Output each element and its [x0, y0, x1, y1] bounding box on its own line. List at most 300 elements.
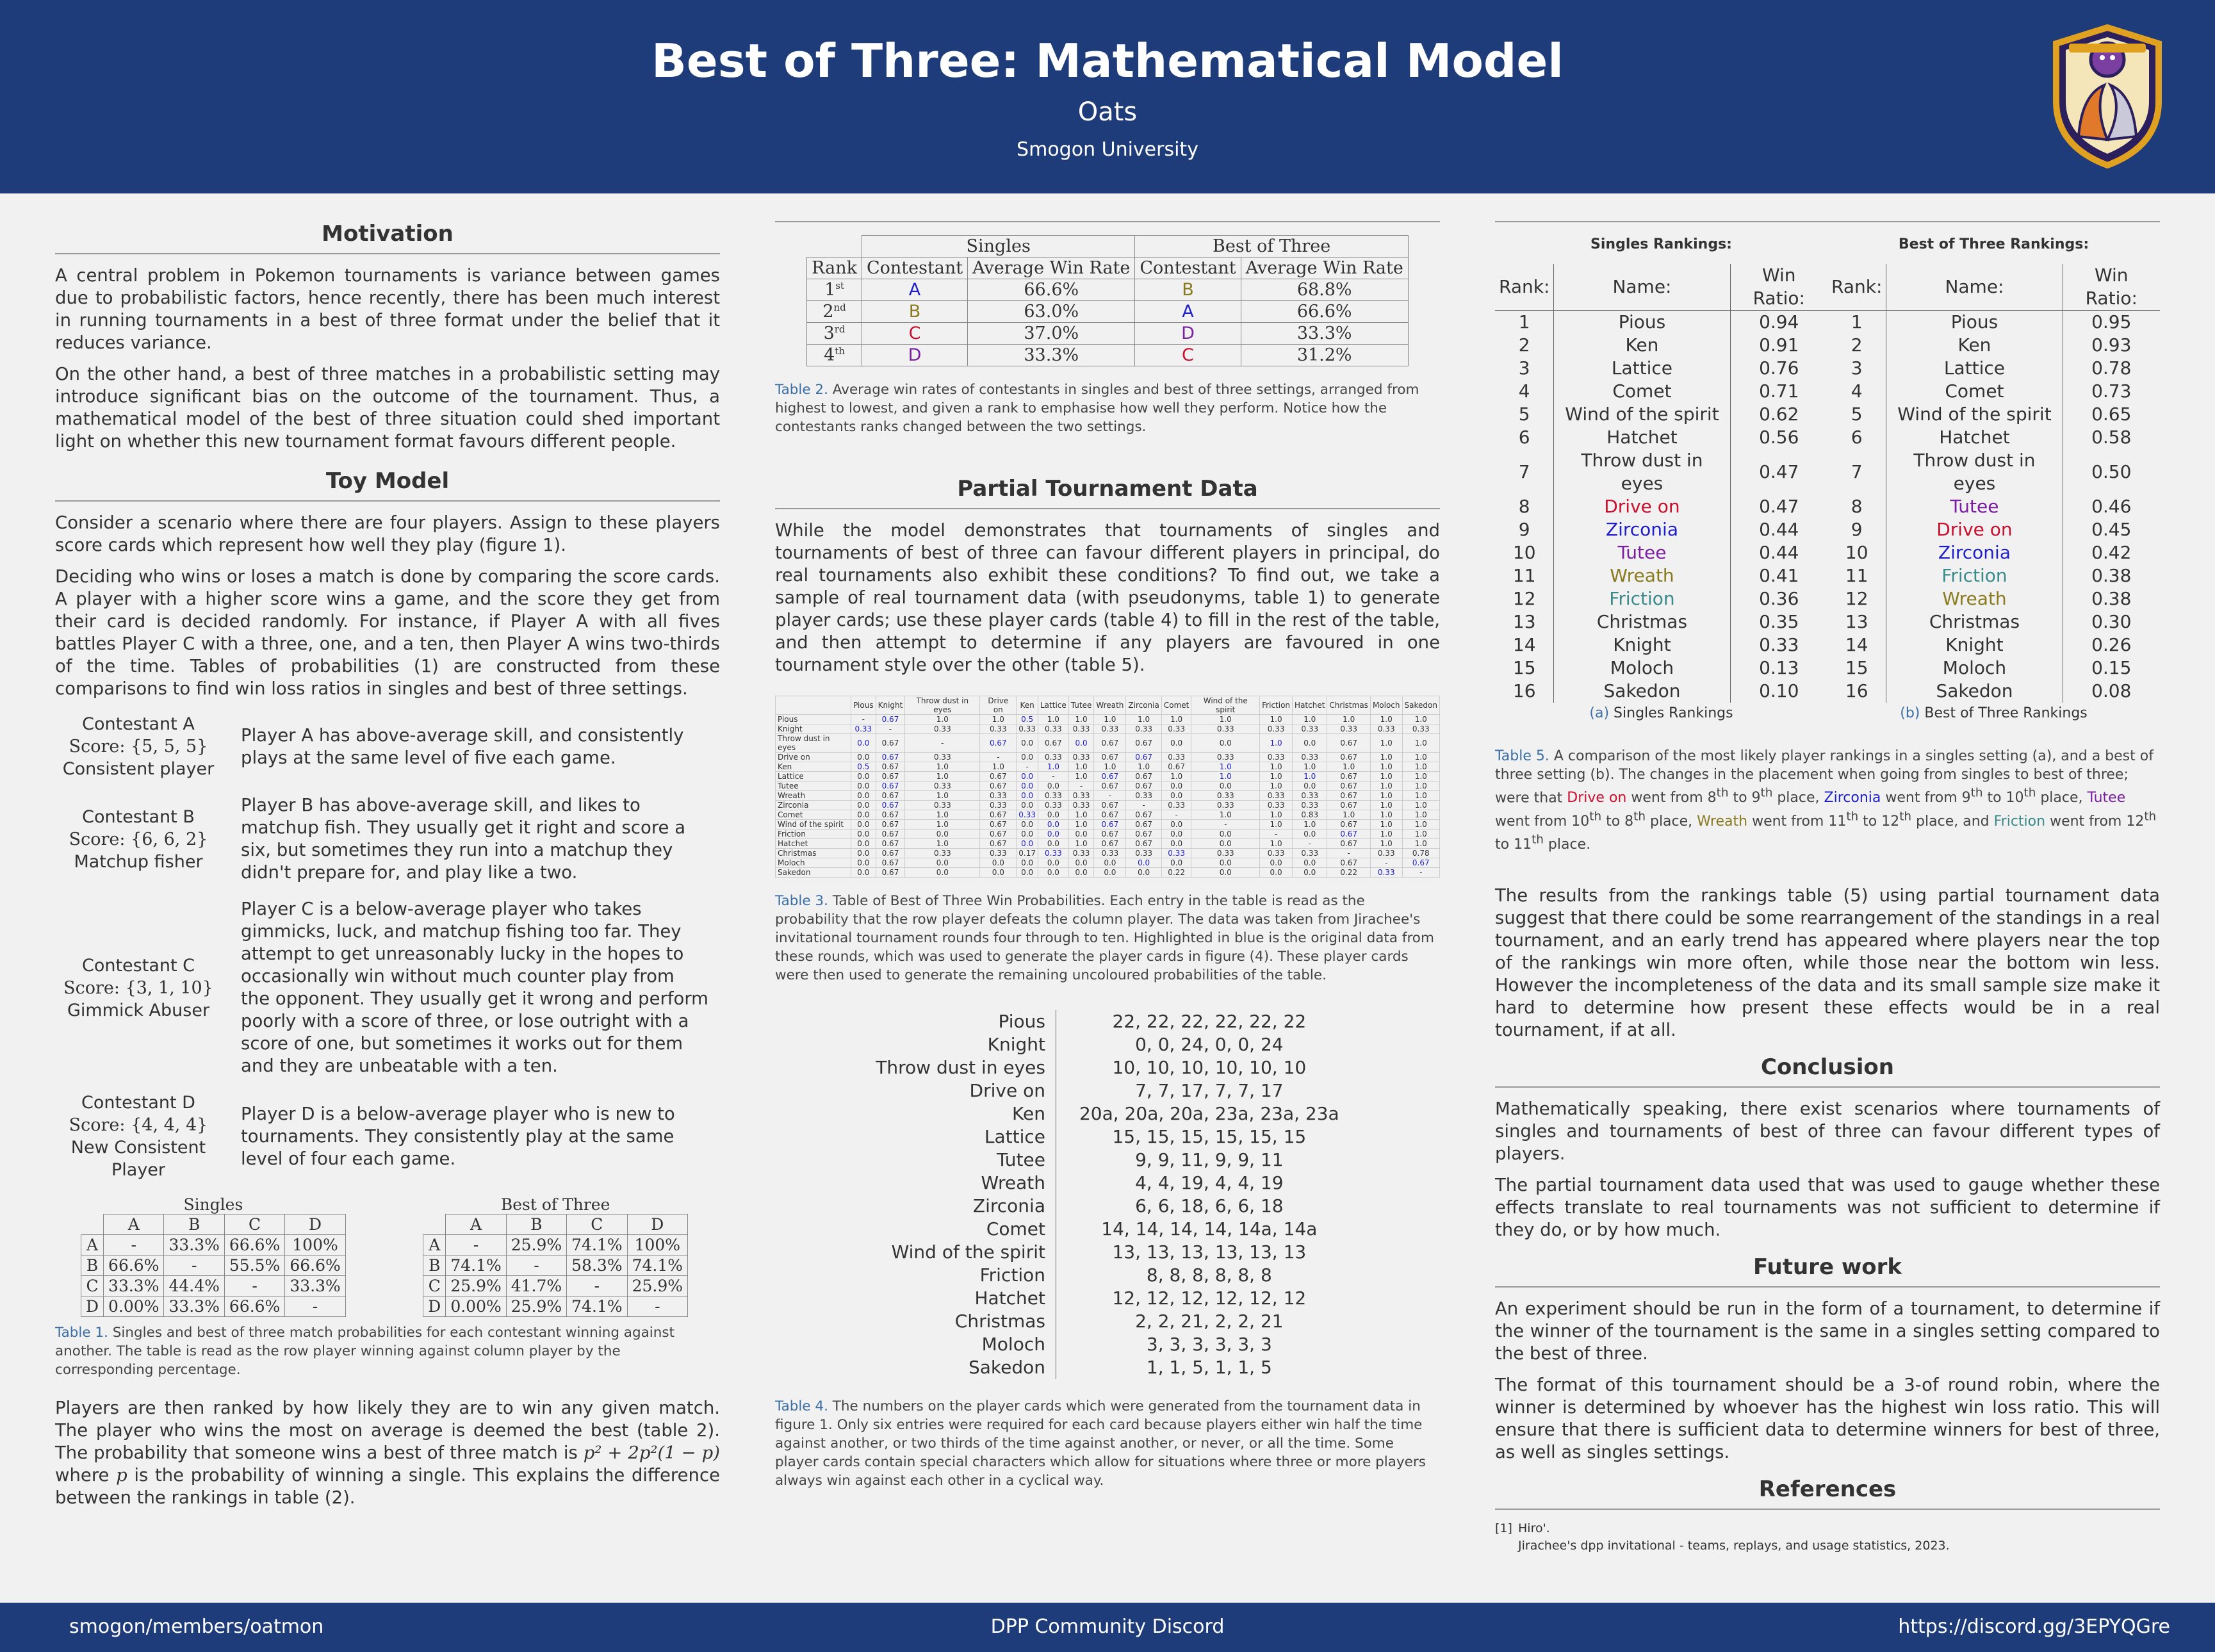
probability-cell: 0.0	[1017, 734, 1038, 753]
player-card-row	[869, 1079, 1345, 1102]
probability-cell: 0.67	[980, 781, 1017, 791]
probability-cell: 0.33	[980, 801, 1017, 810]
caption-place-suffix: th	[2144, 810, 2157, 824]
rank-cell: 15	[1495, 657, 1554, 680]
caption-place-suffix: th	[1716, 787, 1729, 800]
contestant-score: Score: {4, 4, 4}	[69, 1115, 208, 1135]
probability-cell: -	[1191, 820, 1260, 830]
probability-cell: 1.0	[1370, 734, 1402, 753]
ranking-row	[1827, 610, 2160, 634]
ranking-row	[1495, 680, 1827, 703]
player-name: Drive on	[1604, 496, 1680, 517]
ranking-row	[1495, 334, 1827, 357]
probability-cell: 0.0	[1038, 839, 1069, 849]
column-header: Contestant	[862, 258, 967, 279]
win-ratio-cell: 0.71	[1730, 380, 1827, 403]
rank-cell: 5	[1495, 403, 1554, 426]
player-card-values: 4, 4, 19, 4, 4, 19	[1135, 1172, 1284, 1193]
probability-cell: 1.0	[1402, 772, 1439, 781]
probability-cell: 0.0	[1161, 858, 1191, 868]
probability-cell: 0.0	[851, 849, 876, 858]
table-row	[776, 734, 1440, 753]
probability-cell: 0.0	[1293, 734, 1327, 753]
column-header: Comet	[1161, 696, 1191, 715]
caption-place: 11	[1828, 813, 1847, 830]
ranking-row	[1827, 449, 2160, 495]
table-5-caption: Table 5. A comparison of the most likely player rankings in a singles setting (a), and a best of three setting (b). The changes in the placement when going from singles to best of three; were that Drive on went from 8th to 9th place, Zirconia went from 9th to 10th place, Tutee went from 10th to 8th place, Wreath went from 11th to 12th place, and Friction went from 12th to 11th place.	[1495, 748, 2157, 853]
player-name: Lattice	[1943, 357, 2006, 379]
ranking-row	[1827, 403, 2160, 426]
contestant-cell: D	[1135, 323, 1241, 345]
footer-discord-link[interactable]: https://discord.gg/3EPYQGre	[1898, 1615, 2170, 1638]
player-name: Moloch	[1610, 657, 1674, 678]
rank-cell: 3	[1827, 357, 1886, 380]
player-card-values: 14, 14, 14, 14, 14a, 14a	[1101, 1218, 1318, 1239]
probability-cell: 0.33	[1370, 849, 1402, 858]
probability-cell: 0.0	[1260, 858, 1293, 868]
column-header: Name:	[1554, 264, 1730, 311]
win-rate-cell: 66.6%	[1241, 301, 1408, 323]
probability-cell: -	[1038, 772, 1069, 781]
probability-cell: 0.67	[876, 820, 905, 830]
player-card-values: 20a, 20a, 20a, 23a, 23a, 23a	[1079, 1103, 1339, 1124]
probability-cell: 0.33	[1017, 810, 1038, 820]
table-row	[776, 858, 1440, 868]
rank-cell	[807, 279, 862, 301]
player-card-values: 15, 15, 15, 15, 15, 15	[1112, 1126, 1307, 1147]
player-name: Lattice	[869, 1125, 1056, 1149]
probability-cell: 0.33	[1038, 753, 1069, 762]
probability-cell: 58.3%	[567, 1255, 627, 1276]
probability-cell: 0.0	[1161, 791, 1191, 801]
probability-cell: 0.0	[1293, 781, 1327, 791]
column-header: Name:	[1886, 264, 2063, 311]
probability-cell: 1.0	[1402, 830, 1439, 839]
probability-cell: 100%	[627, 1235, 687, 1255]
probability-cell: 1.0	[1370, 810, 1402, 820]
table-title: Singles	[183, 1195, 243, 1214]
win-ratio-cell: 0.47	[1730, 449, 1827, 495]
table-row	[776, 781, 1440, 791]
player-card-values: 22, 22, 22, 22, 22, 22	[1112, 1011, 1307, 1032]
contestant-cell: A	[1135, 301, 1241, 323]
probability-cell: 1.0	[1402, 801, 1439, 810]
win-ratio-cell: 0.73	[2063, 380, 2160, 403]
probability-cell: 1.0	[1293, 715, 1327, 724]
probability-cell: 0.67	[1126, 781, 1161, 791]
probability-cell: 0.0	[1126, 858, 1161, 868]
probability-cell: 0.33	[1161, 724, 1191, 734]
probability-cell: 1.0	[980, 715, 1017, 724]
probability-cell: 1.0	[1260, 734, 1293, 753]
probability-cell: 0.0	[851, 801, 876, 810]
rank-cell: 10	[1495, 541, 1554, 564]
probability-cell: 1.0	[905, 715, 980, 724]
probability-cell: 0.33	[1038, 791, 1069, 801]
probability-cell: 0.67	[1094, 810, 1126, 820]
caption-place-suffix: th	[1970, 787, 1983, 800]
probability-cell: 1.0	[1260, 781, 1293, 791]
ranking-table	[806, 235, 1409, 366]
rank-cell: 13	[1495, 610, 1554, 634]
probability-cell: 1.0	[980, 762, 1017, 772]
contestant-description: Player A has above-average skill, and consistently plays at the same level of five each game.	[241, 724, 684, 768]
player-card-row	[869, 1333, 1345, 1356]
motivation-heading: Motivation	[55, 221, 720, 254]
probability-cell: 0.0	[851, 781, 876, 791]
ranking-row	[1827, 541, 2160, 564]
probability-cell: 1.0	[1068, 810, 1094, 820]
column-header: Rank:	[1495, 264, 1554, 311]
player-card-values: 9, 9, 11, 9, 9, 11	[1135, 1149, 1284, 1170]
rank-cell: 16	[1827, 680, 1886, 703]
row-header: B	[81, 1255, 104, 1276]
caption-place-suffix: th	[1633, 810, 1646, 824]
rank-suffix: rd	[834, 323, 846, 335]
probability-cell: 0.33	[980, 791, 1017, 801]
player-name: Wreath	[869, 1172, 1056, 1195]
column-header: Drive on	[980, 696, 1017, 715]
caption-place-suffix: th	[1532, 833, 1544, 847]
probability-cell: 0.67	[980, 734, 1017, 753]
ranking-row	[1827, 426, 2160, 449]
probability-cell: 0.33	[905, 781, 980, 791]
rank-cell: 2	[1827, 334, 1886, 357]
column-header: C	[224, 1214, 284, 1235]
player-name: Drive on	[1936, 519, 2013, 540]
player-name: Throw dust in eyes	[869, 1056, 1056, 1079]
caption-player-name: Friction	[1993, 813, 2046, 830]
probability-cell: 0.33	[1260, 724, 1293, 734]
results-paragraph: The results from the rankings table (5) using partial tournament data suggest that there could be some rearrangement of the standings in a real tournament, and an early trend has appeared where players near the top of the rankings win more often, while those near the bottom win less. However the incompleteness of the data and its small sample size make it hard to determine how present these effects would be in a real tournament, if at all.	[1495, 885, 2160, 1040]
probability-cell: 0.33	[851, 724, 876, 734]
column-header: A	[104, 1214, 164, 1235]
player-name: Christmas	[1596, 611, 1688, 632]
rank-number: 2	[822, 302, 834, 322]
probability-cell: 0.67	[1327, 801, 1371, 810]
column-header: Wreath	[1094, 696, 1126, 715]
probability-cell: 1.0	[1402, 762, 1439, 772]
probability-cell: 1.0	[1068, 839, 1094, 849]
contestant-card	[55, 794, 720, 884]
motivation-paragraph: A central problem in Pokemon tournaments is variance between games due to probabilistic factors, hence recently, there has been much interest in running tournaments in a best of three format under the belief that it reduces variance.	[55, 265, 720, 353]
probability-cell: 0.67	[1327, 830, 1371, 839]
probability-cell: 0.0	[1038, 858, 1069, 868]
probability-cell: 1.0	[905, 839, 980, 849]
footer-smogon-link[interactable]: smogon/members/oatmon	[69, 1615, 324, 1638]
win-ratio-cell: 0.78	[2063, 357, 2160, 380]
column-header: B	[164, 1214, 224, 1235]
rank-cell: 4	[1827, 380, 1886, 403]
probability-cell: -	[1161, 810, 1191, 820]
group-header: Singles	[862, 236, 1134, 258]
probability-cell: 1.0	[1293, 820, 1327, 830]
row-header: C	[423, 1276, 446, 1296]
probability-cell: 0.33	[1038, 724, 1069, 734]
probability-cell: 0.0	[1017, 772, 1038, 781]
rank-suffix: st	[835, 280, 845, 291]
row-header: D	[423, 1296, 446, 1317]
rank-cell: 14	[1495, 634, 1554, 657]
probability-cell: 0.33	[1327, 724, 1371, 734]
player-card-row	[869, 1172, 1345, 1195]
probability-cell: 1.0	[1402, 820, 1439, 830]
ranking-row	[1495, 449, 1827, 495]
probability-cell: 0.33	[1260, 791, 1293, 801]
player-name: Wreath	[1942, 588, 2007, 609]
caption-place-suffix: th	[1589, 810, 1602, 824]
probability-cell: 1.0	[1191, 762, 1260, 772]
player-name: Tutee	[869, 1149, 1056, 1172]
probability-cell: 0.33	[1370, 868, 1402, 878]
probability-cell: 0.33	[1038, 801, 1069, 810]
contestant-name: Contestant D	[81, 1093, 195, 1113]
ranking-row	[1827, 311, 2160, 334]
probability-cell: 0.67	[1094, 820, 1126, 830]
player-name: Hatchet	[869, 1287, 1056, 1310]
probability-cell: 0.22	[1327, 868, 1371, 878]
probability-cell: 0.0	[1161, 820, 1191, 830]
probability-cell: 0.67	[876, 753, 905, 762]
probability-cell: 0.0	[1191, 839, 1260, 849]
win-ratio-cell: 0.38	[2063, 587, 2160, 610]
probability-cell: 0.33	[905, 801, 980, 810]
ranking-row	[1495, 426, 1827, 449]
probability-cell: 1.0	[1370, 753, 1402, 762]
probability-cell: 1.0	[905, 762, 980, 772]
partial-data-heading: Partial Tournament Data	[775, 476, 1440, 509]
probability-cell: 0.0	[1038, 781, 1069, 791]
references-heading: References	[1495, 1476, 2160, 1510]
probability-cell: 74.1%	[567, 1235, 627, 1255]
player-name: Friction	[1941, 565, 2007, 586]
win-ratio-cell: 0.26	[2063, 634, 2160, 657]
win-rate-cell: 68.8%	[1241, 279, 1408, 301]
rank-cell: 16	[1495, 680, 1554, 703]
singles-rankings-table	[1495, 264, 1827, 703]
probability-cell: 0.0	[1068, 734, 1094, 753]
contestant-name: Contestant B	[82, 806, 195, 827]
ranking-row	[1495, 634, 1827, 657]
probability-cell: 0.67	[1126, 810, 1161, 820]
caption-place: 9	[1751, 790, 1761, 806]
win-ratio-cell: 0.13	[1730, 657, 1827, 680]
probability-cell: 0.0	[851, 820, 876, 830]
win-rate-cell: 33.3%	[968, 345, 1135, 366]
ranking-row	[1495, 541, 1827, 564]
ranking-row	[1495, 403, 1827, 426]
probability-cell: 0.0	[1068, 858, 1094, 868]
probability-cell: 0.0	[851, 858, 876, 868]
player-name: Zirconia	[1605, 519, 1678, 540]
probability-cell: 0.5	[1017, 715, 1038, 724]
row-header: Zirconia	[776, 801, 851, 810]
table-row	[776, 830, 1440, 839]
win-probability-table	[775, 696, 1440, 878]
probability-cell: 74.1%	[627, 1255, 687, 1276]
probability-cell: 0.67	[1094, 830, 1126, 839]
rank-suffix: nd	[833, 302, 846, 313]
table-1-caption: Table 1. Singles and best of three match probabilities for each contestant winning against another. The table is read as the row player winning against column player by the corresponding percentage.	[55, 1325, 675, 1378]
contestant-cell: C	[862, 323, 967, 345]
contestant-description: Player B has above-average skill, and likes to matchup fish. They usually get it right and score a six, but sometimes they run into a matchup they didn't prepare for, and play like a two.	[241, 795, 686, 883]
player-card-row	[869, 1033, 1345, 1056]
probability-cell: 0.67	[1126, 753, 1161, 762]
player-name: Friction	[1609, 588, 1675, 609]
contestant-cell: B	[1135, 279, 1241, 301]
player-name: Wind of the spirit	[869, 1241, 1056, 1264]
probability-cell: 0.67	[1327, 753, 1371, 762]
column-header: Throw dust in eyes	[905, 696, 980, 715]
probability-cell: -	[1094, 791, 1126, 801]
column-middle	[775, 221, 1440, 1490]
row-header: Throw dust in eyes	[776, 734, 851, 753]
column-header: Hatchet	[1293, 696, 1327, 715]
probability-cell: 0.33	[1260, 801, 1293, 810]
motivation-paragraph: On the other hand, a best of three matches in a probabilistic setting may introduce significant bias on the outcome of the tournament. Thus, a mathematical model of the best of three situation could shed important light on whether this new tournament format favours different people.	[55, 364, 720, 452]
table-row	[776, 820, 1440, 830]
probability-cell: 1.0	[1191, 772, 1260, 781]
probability-cell: 0.33	[1293, 801, 1327, 810]
probability-cell: 1.0	[1068, 772, 1094, 781]
contestant-list	[55, 713, 720, 1181]
contestant-description: Player D is a below-average player who is new to tournaments. They consistently play at the same level of four each game.	[241, 1103, 675, 1169]
player-name: Sakedon	[869, 1356, 1056, 1379]
probability-cell: 0.0	[1293, 868, 1327, 878]
table-row	[776, 772, 1440, 781]
player-card-values: 12, 12, 12, 12, 12, 12	[1112, 1288, 1307, 1309]
probability-cell: 0.33	[1191, 849, 1260, 858]
contestant-type: New Consistent Player	[70, 1138, 206, 1180]
ranking-row	[1827, 587, 2160, 610]
probability-cell: 1.0	[1370, 830, 1402, 839]
probability-cell: 0.0	[851, 839, 876, 849]
win-ratio-cell: 0.56	[1730, 426, 1827, 449]
probability-cell: 1.0	[1402, 715, 1439, 724]
table-row	[776, 810, 1440, 820]
table-row	[423, 1235, 688, 1255]
rank-cell: 12	[1827, 587, 1886, 610]
table-header-row	[807, 258, 1409, 279]
rank-number: 1	[824, 280, 836, 300]
probability-cell: 0.33	[1161, 849, 1191, 858]
row-header: Friction	[776, 830, 851, 839]
player-name: Zirconia	[869, 1195, 1056, 1218]
contestant-cell: B	[862, 301, 967, 323]
probability-cell: 0.67	[1327, 772, 1371, 781]
probability-cell: 0.33	[1094, 849, 1126, 858]
player-card-values: 3, 3, 3, 3, 3, 3	[1146, 1334, 1272, 1355]
singles-rankings-title: Singles Rankings:	[1590, 236, 1732, 252]
player-name: Throw dust in eyes	[1913, 450, 2036, 494]
contestant-score: Score: {5, 5, 5}	[69, 737, 208, 756]
conclusion-heading: Conclusion	[1495, 1054, 2160, 1088]
probability-cell: 1.0	[1327, 810, 1371, 820]
probability-cell: 0.33	[1068, 753, 1094, 762]
probability-cell: -	[104, 1235, 164, 1255]
win-ratio-cell: 0.50	[2063, 449, 2160, 495]
player-card-row	[869, 1241, 1345, 1264]
probability-cell: -	[980, 753, 1017, 762]
contestant-cell: D	[862, 345, 967, 366]
column-header: Pious	[851, 696, 876, 715]
contestant-name: Contestant A	[82, 714, 195, 734]
column-left	[55, 221, 720, 1518]
probability-cell: 0.67	[980, 839, 1017, 849]
probability-cell: 74.1%	[567, 1296, 627, 1317]
probability-cell: 0.67	[980, 820, 1017, 830]
probability-cell: 0.33	[1293, 791, 1327, 801]
row-header: Sakedon	[776, 868, 851, 878]
probability-cell: 0.0	[980, 868, 1017, 878]
probability-cell: 0.33	[1293, 753, 1327, 762]
probability-cell: 0.67	[1094, 801, 1126, 810]
player-name: Wreath	[1610, 565, 1674, 586]
player-name: Comet	[1945, 380, 2004, 402]
ranking-row	[1495, 564, 1827, 587]
win-ratio-cell: 0.65	[2063, 403, 2160, 426]
row-header: Wind of the spirit	[776, 820, 851, 830]
column-header: Sakedon	[1402, 696, 1439, 715]
probability-cell: 0.67	[876, 839, 905, 849]
rank-cell: 9	[1827, 518, 1886, 541]
probability-cell: 0.0	[1017, 858, 1038, 868]
probability-cell: 0.67	[1327, 820, 1371, 830]
future-work-heading: Future work	[1495, 1254, 2160, 1288]
rank-cell: 5	[1827, 403, 1886, 426]
win-rate-cell: 63.0%	[968, 301, 1135, 323]
column-header: C	[567, 1214, 627, 1235]
win-ratio-cell: 0.41	[1730, 564, 1827, 587]
rank-cell: 7	[1827, 449, 1886, 495]
probability-cell: 0.67	[980, 810, 1017, 820]
probability-cell: 0.00%	[104, 1296, 164, 1317]
probability-cell: 0.17	[1017, 849, 1038, 858]
probability-cell: -	[851, 715, 876, 724]
rank-cell: 15	[1827, 657, 1886, 680]
caption-place: 12	[1881, 813, 1900, 830]
player-name: Wind of the spirit	[1897, 404, 2052, 425]
ranking-row	[1495, 357, 1827, 380]
player-name: Tutee	[1617, 542, 1667, 563]
contestant-cell: A	[862, 279, 967, 301]
probability-cell: 1.0	[1402, 781, 1439, 791]
probability-cell: 1.0	[1402, 810, 1439, 820]
poster-header	[0, 0, 2215, 193]
probability-cell: 0.22	[1161, 868, 1191, 878]
rank-cell: 3	[1495, 357, 1554, 380]
probability-cell: 0.0	[1068, 868, 1094, 878]
win-ratio-cell: 0.45	[2063, 518, 2160, 541]
win-rate-cell: 37.0%	[968, 323, 1135, 345]
probability-cell: 0.67	[876, 715, 905, 724]
probability-cell: 1.0	[1293, 772, 1327, 781]
probability-cell: 33.3%	[164, 1296, 224, 1317]
player-name: Ken	[869, 1102, 1056, 1125]
player-card-row	[869, 1195, 1345, 1218]
smogon-university-crest-icon	[2043, 24, 2171, 168]
ranking-row	[1827, 357, 2160, 380]
win-ratio-cell: 0.30	[2063, 610, 2160, 634]
probability-cell: 0.0	[1017, 753, 1038, 762]
caption-place-suffix: th	[1846, 810, 1859, 824]
probability-cell: 1.0	[1327, 762, 1371, 772]
probability-cell: 1.0	[1402, 791, 1439, 801]
probability-cell: 0.0	[1191, 734, 1260, 753]
player-card-values: 13, 13, 13, 13, 13, 13	[1112, 1241, 1307, 1263]
future-work-paragraph: The format of this tournament should be a 3-of round robin, where the winner is determined by whoever has the highest win loss ratio. This will ensure that there is sufficient data to determine winners for best of three, as well as singles settings.	[1495, 1374, 2160, 1462]
column-header: Tutee	[1068, 696, 1094, 715]
